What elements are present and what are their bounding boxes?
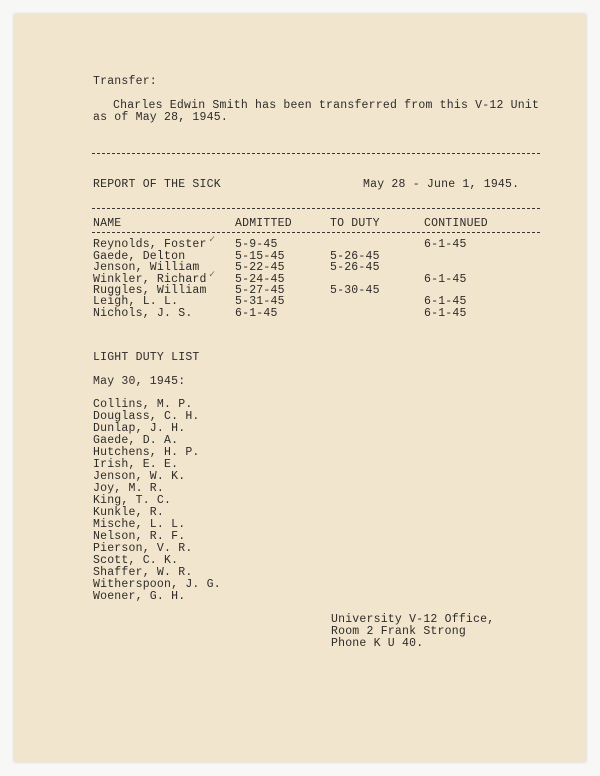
light-duty-name: Joy, M. R. [93, 482, 165, 495]
light-duty-name: Gaede, D. A. [93, 434, 179, 447]
signature-line2: Room 2 Frank Strong [331, 625, 466, 638]
sick-row-admitted: 5-31-45 [235, 295, 285, 308]
light-duty-name: Irish, E. E. [93, 458, 179, 471]
light-duty-name: Witherspoon, J. G. [93, 578, 221, 591]
sick-row-continued: 6-1-45 [424, 295, 467, 308]
sick-row-name: Winkler, Richard [93, 273, 207, 286]
light-duty-title: LIGHT DUTY LIST [93, 351, 200, 364]
light-duty-name: Scott, C. K. [93, 554, 179, 567]
sick-row-admitted: 5-22-45 [235, 261, 285, 274]
sick-report-date-range: May 28 - June 1, 1945. [363, 178, 520, 191]
sick-row-admitted: 6-1-45 [235, 307, 278, 320]
light-duty-date: May 30, 1945: [93, 375, 186, 388]
sick-row-name: Gaede, Delton [93, 250, 186, 263]
light-duty-name: King, T. C. [93, 494, 172, 507]
sick-row-continued: 6-1-45 [424, 273, 467, 286]
column-header-name: NAME [93, 217, 122, 230]
light-duty-name: Douglass, C. H. [93, 410, 200, 423]
light-duty-name: Woener, G. H. [93, 590, 186, 603]
sick-report-title: REPORT OF THE SICK [93, 178, 221, 191]
light-duty-name: Collins, M. P. [93, 398, 193, 411]
sick-row-continued: 6-1-45 [424, 307, 467, 320]
sick-row-admitted: 5-27-45 [235, 284, 285, 297]
table-header-rule [92, 232, 540, 233]
sick-row-to-duty: 5-26-45 [330, 261, 380, 274]
light-duty-name: Dunlap, J. H. [93, 422, 186, 435]
table-top-rule [92, 208, 540, 209]
sick-row-to-duty: 5-30-45 [330, 284, 380, 297]
light-duty-name: Kunkle, R. [93, 506, 165, 519]
signature-line1: University V-12 Office, [331, 613, 495, 626]
column-header-continued: CONTINUED [424, 217, 488, 230]
signature-line3: Phone K U 40. [331, 637, 424, 650]
light-duty-name: Nelson, R. F. [93, 530, 186, 543]
sick-row-continued: 6-1-45 [424, 238, 467, 251]
sick-row-name: Ruggles, William [93, 284, 207, 297]
sick-row-admitted: 5-15-45 [235, 250, 285, 263]
sick-row-admitted: 5-9-45 [235, 238, 278, 251]
light-duty-name: Shaffer, W. R. [93, 566, 193, 579]
light-duty-name: Pierson, V. R. [93, 542, 193, 555]
column-header-to-duty: TO DUTY [330, 217, 380, 230]
check-mark-icon: ✓ [209, 270, 216, 281]
document-page [14, 14, 586, 762]
check-mark-icon: ✓ [209, 235, 216, 246]
sick-row-name: Jenson, William [93, 261, 200, 274]
sick-row-name: Reynolds, Foster [93, 238, 207, 251]
column-header-admitted: ADMITTED [235, 217, 292, 230]
transfer-text-line2: as of May 28, 1945. [93, 111, 228, 124]
transfer-heading: Transfer: [93, 75, 157, 88]
sick-row-name: Leigh, L. L. [93, 295, 179, 308]
sick-row-to-duty: 5-26-45 [330, 250, 380, 263]
light-duty-name: Hutchens, H. P. [93, 446, 200, 459]
light-duty-name: Jenson, W. K. [93, 470, 186, 483]
sick-row-admitted: 5-24-45 [235, 273, 285, 286]
light-duty-name: Mische, L. L. [93, 518, 186, 531]
sick-row-name: Nichols, J. S. [93, 307, 193, 320]
section-divider [92, 153, 540, 154]
transfer-text-line1: Charles Edwin Smith has been transferred from this V-12 Unit [113, 99, 540, 112]
